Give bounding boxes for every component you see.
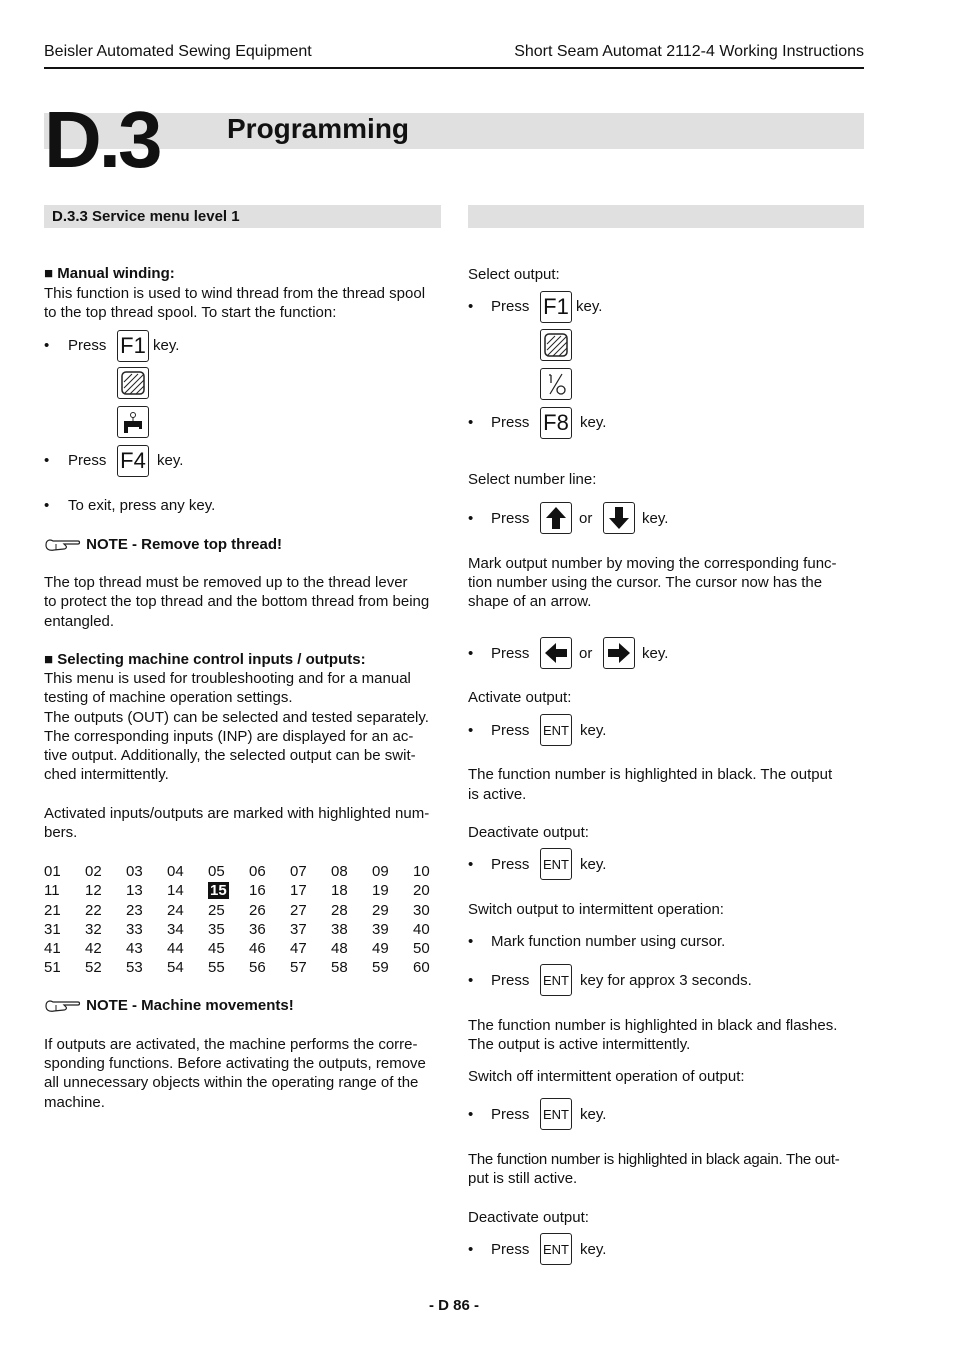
key-label: key. [153,337,180,354]
switch-intermittent-label: Switch output to intermittent operation: [468,901,724,918]
grid-cell: 41 [44,940,61,958]
grid-cell: 05 [208,863,225,880]
sel-line-4: The corresponding inputs (INP) are displayed for an ac- [44,728,414,745]
chapter-number: D.3 [44,95,160,184]
flashes-line-1: The function number is highlighted in black and flashes. [468,1017,838,1034]
pointing-hand-icon [44,536,82,554]
f4-key: F4 [117,445,149,477]
bullet: • [468,1106,474,1123]
press-label: Press [491,510,530,527]
grid-cell: 46 [249,940,266,958]
note-remove-top-thread: NOTE - Remove top thread! [44,535,282,554]
grid-cell: 34 [167,920,184,938]
grid-cell: 35 [208,920,225,938]
pointing-hand-icon [44,997,82,1015]
grid-cell: 57 [290,959,307,977]
note2-line-4: machine. [44,1094,105,1111]
press-label: Press [491,298,530,315]
ent-key: ENT [540,714,572,746]
bullet: • [468,856,474,873]
mark-line-3: shape of an arrow. [468,593,592,610]
note-machine-movements: NOTE - Machine movements! [44,996,294,1015]
key-label: key. [157,452,184,469]
grid-cell: 11 [44,882,60,900]
note1-line-3: entangled. [44,613,115,630]
grid-cell: 37 [290,920,307,938]
grid-cell: 07 [290,863,307,880]
note1-line-2: to protect the top thread and the bottom thread from being [44,593,430,610]
grid-cell: 42 [85,940,102,958]
grid-cell: 16 [249,882,266,900]
grid-cell: 54 [167,959,184,977]
arrow-down-key [603,502,635,534]
deactivate-output-label-2: Deactivate output: [468,1209,589,1226]
hatched-square-icon [540,329,572,361]
ent-key: ENT [540,848,572,880]
exit-text: To exit, press any key. [68,497,216,514]
bullet: • [468,298,474,315]
highlighted-line-2: is active. [468,786,527,803]
key-label: key. [580,1241,607,1258]
note2-line-3: all unnecessary objects within the operating range of the [44,1074,419,1091]
bullet: • [44,497,50,514]
grid-cell: 24 [167,901,184,919]
select-output-label: Select output: [468,266,560,283]
grid-cell: 10 [413,863,430,880]
key-label: key. [580,722,607,739]
key-label: key. [580,414,607,431]
press-label: Press [491,414,530,431]
grid-cell: 32 [85,920,102,938]
note2-line-2: sponding functions. Before activating the outputs, remove [44,1055,426,1072]
manual-winding-heading: ■ Manual winding: [44,265,175,282]
section-band-right [468,205,864,228]
grid-cell: 22 [85,901,102,919]
bullet: • [468,1241,474,1258]
bullet: • [44,452,50,469]
bullet: • [44,337,50,354]
f1-key: F1 [117,330,149,362]
grid-cell: 21 [44,901,61,919]
bullet: • [468,972,474,989]
sel-line-6: ched intermittently. [44,766,169,783]
manual-winding-text-2: to the top thread spool. To start the function: [44,304,337,321]
key-label: key. [642,510,669,527]
section-band-left [44,205,441,228]
grid-cell: 06 [249,863,266,880]
grid-cell: 08 [331,863,348,880]
activate-output-label: Activate output: [468,689,572,706]
grid-cell: 13 [126,882,143,900]
grid-cell: 47 [290,940,307,958]
chapter-title: Programming [227,113,410,144]
activated-line-2: bers. [44,824,78,841]
grid-cell: 29 [372,901,389,919]
grid-cell: 02 [85,863,102,880]
key-3-seconds-label: key for approx 3 seconds. [580,972,752,989]
grid-cell: 20 [413,882,430,900]
deactivate-output-label: Deactivate output: [468,824,589,841]
bullet: • [468,933,474,950]
grid-cell: 28 [331,901,348,919]
grid-cell: 60 [413,959,430,977]
winding-icon [117,406,149,438]
note2-line-1: If outputs are activated, the machine performs the corre- [44,1036,418,1053]
grid-cell: 04 [167,863,184,880]
grid-cell: 12 [85,882,102,900]
ent-key: ENT [540,1233,572,1265]
key-label: key. [580,1106,607,1123]
grid-cell: 36 [249,920,266,938]
grid-cell: 49 [372,940,389,958]
press-label: Press [68,452,107,469]
chapter-band [44,113,864,149]
bullet: • [468,510,474,527]
grid-cell: 09 [372,863,389,880]
grid-cell: 31 [44,920,61,938]
mark-line-2: tion number using the cursor. The cursor now has the [468,574,823,591]
ent-key: ENT [540,964,572,996]
or-label: or [579,645,593,662]
grid-cell: 56 [249,959,266,977]
grid-cell: 59 [372,959,389,977]
grid-cell: 55 [208,959,225,977]
grid-cell: 23 [126,901,143,919]
grid-cell: 33 [126,920,143,938]
highlighted-line-1: The function number is highlighted in black. The output [468,766,833,783]
press-label: Press [491,1106,530,1123]
hatched-square-icon [117,367,149,399]
grid-cell: 43 [126,940,143,958]
key-label: key. [642,645,669,662]
grid-cell: 38 [331,920,348,938]
f8-key: F8 [540,407,572,439]
flashes-line-2: The output is active intermittently. [468,1036,691,1053]
bullet: • [468,722,474,739]
grid-cell: 48 [331,940,348,958]
sel-line-1: This menu is used for troubleshooting and for a manual [44,670,411,687]
io-key [540,368,572,400]
grid-cell: 30 [413,901,430,919]
arrow-left-key [540,637,572,669]
grid-cell-highlighted: 15 [210,882,227,900]
key-label: key. [580,856,607,873]
grid-cell: 27 [290,901,307,919]
again-line-1: The function number is highlighted in black again. The out- [468,1151,840,1168]
sel-line-5: tive output. Additionally, the selected output can be swit- [44,747,416,764]
selecting-heading: ■ Selecting machine control inputs / outputs: [44,651,366,668]
grid-cell: 40 [413,920,430,938]
grid-cell: 44 [167,940,184,958]
note1-line-1: The top thread must be removed up to the thread lever [44,574,408,591]
bullet: • [468,645,474,662]
arrow-up-key [540,502,572,534]
grid-cell: 14 [167,882,184,900]
grid-cell: 58 [331,959,348,977]
bullet: • [468,414,474,431]
press-label: Press [491,972,530,989]
select-number-line-label: Select number line: [468,471,597,488]
mark-cursor-text: Mark function number using cursor. [491,933,726,950]
ent-key: ENT [540,1098,572,1130]
sel-line-2: testing of machine operation settings. [44,689,293,706]
switch-off-label: Switch off intermittent operation of output: [468,1068,745,1085]
grid-cell: 26 [249,901,266,919]
grid-cell: 01 [44,863,61,880]
grid-cell: 53 [126,959,143,977]
grid-cell: 39 [372,920,389,938]
key-label: key. [576,298,603,315]
section-title: D.3.3 Service menu level 1 [52,208,240,225]
header-right: Short Seam Automat 2112-4 Working Instructions [514,43,864,60]
manual-winding-text-1: This function is used to wind thread from the thread spool [44,285,426,302]
press-label: Press [491,722,530,739]
press-label: Press [491,1241,530,1258]
header-rule [44,67,864,69]
press-label: Press [68,337,107,354]
grid-cell: 52 [85,959,102,977]
press-label: Press [491,645,530,662]
grid-cell: 25 [208,901,225,919]
press-label: Press [491,856,530,873]
again-line-2: put is still active. [468,1170,578,1187]
grid-cell: 19 [372,882,389,900]
activated-line-1: Activated inputs/outputs are marked with highlighted num- [44,805,430,822]
f1-key: F1 [540,291,572,323]
header-left: Beisler Automated Sewing Equipment [44,43,312,60]
grid-cell: 03 [126,863,143,880]
grid-cell: 50 [413,940,430,958]
grid-cell: 45 [208,940,225,958]
page-number: - D 86 - [428,1297,479,1314]
grid-cell: 18 [331,882,348,900]
mark-line-1: Mark output number by moving the corresponding func- [468,555,837,572]
or-label: or [579,510,593,527]
grid-cell: 51 [44,959,61,977]
sel-line-3: The outputs (OUT) can be selected and tested separately. [44,709,429,726]
arrow-right-key [603,637,635,669]
grid-cell: 17 [290,882,307,900]
